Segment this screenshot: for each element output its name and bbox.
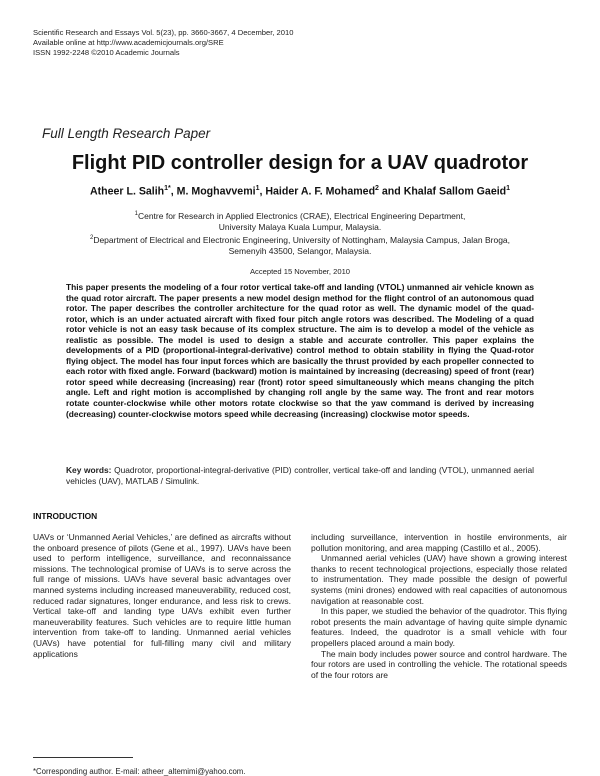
author-separator: , — [259, 185, 266, 198]
paragraph: In this paper, we studied the behavior of the quadrotor. This flying robot presents the main advantage of having quite simple dynamic features. Indeed, the quadrotor is a small vehicle with four propellers placed around a main body. — [311, 606, 567, 648]
left-column — [33, 532, 291, 659]
keywords — [66, 465, 534, 487]
journal-header — [33, 28, 293, 58]
affiliation-mark: 2 — [89, 234, 94, 241]
paragraph: including surveillance, intervention in hostile environments, air pollution monitoring, and area mapping (Castillo et al., 2005). — [311, 532, 567, 553]
affiliations — [60, 209, 540, 257]
author-separator: and — [378, 185, 404, 198]
journal-issn: ISSN 1992-2248 ©2010 Academic Journals — [33, 48, 180, 57]
author-list — [0, 185, 600, 198]
author-name: Haider A. F. Mohamed — [265, 185, 376, 198]
journal-url[interactable]: Available online at http://www.academicjournals.org/SRE — [33, 38, 224, 47]
affiliation-2 — [60, 233, 540, 257]
affiliation-line: Semenyih 43500, Selangor, Malaysia. — [228, 245, 372, 256]
corresponding-mark: * — [168, 185, 171, 192]
keywords-text: Quadrotor, proportional-integral-derivative (PID) controller, vertical take-off and landing (VTOL), unmanned aerial vehicles (UAV), MATLAB / Simulink. — [66, 465, 534, 486]
paper-type: Full Length Research Paper — [42, 126, 211, 141]
author-affiliation-mark: 1 — [255, 185, 260, 192]
author-affiliation-mark: 1 — [506, 185, 511, 192]
abstract-text: This paper presents the modeling of a four rotor vertical take-off and landing (VTOL) unmanned air vehicle known as the quad rotor aircraft. The paper presents a new model design method for the flight control of an autonomous quad rotor. The paper describes the controller architecture for the quad rotor as well. The dynamic model of the quad-rotor, which is an under actuated aircraft with fixed four pitch angle rotors was described. The Modeling of a quad rotor vehicle is not an easy task because of its complex structure. The aim is to develop a model of the vehicle as realistic as possible. The model is used to design a stable and accurate controller. This paper explains the developments of a PID (proportional-integral-derivative) control method to obtain stability in flying the Quad-rotor flying object. The model has four input forces which are basically the thrust provided by each propeller connected to each rotor with fixed angle. Forward (backward) motion is maintained by increasing (decreasing) speed of front (rear) rotor speed while decreasing (increasing) rear (front) rotor speed simultaneously which means changing the pitch angle. Left and right motion is accomplished by changing roll angle by the same way. The front and rear motors rotate counter-clockwise while other motors rotate clockwise so that the yaw command is derived by increasing (decreasing) counter-clockwise motors speed while decreasing (increasing) clockwise motor speeds. — [66, 282, 534, 419]
author-name: M. Moghavvemi — [176, 185, 256, 198]
author-separator: , — [170, 185, 177, 198]
author-affiliation-mark: 1 — [164, 185, 169, 192]
paragraph: Unmanned aerial vehicles (UAV) have shown a growing interest thanks to recent technological projections, especially those related to instrumentation. They made possible the design of powerful systems (mini drones) endowed with real capacities of autonomous navigation at reasonable cost. — [311, 553, 567, 606]
author-name: Khalaf Sallom Gaeid — [403, 185, 507, 198]
corresponding-author-footnote: *Corresponding author. E-mail: atheer_altemimi@yahoo.com. — [33, 767, 246, 776]
paragraph: UAVs or ‘Unmanned Aerial Vehicles,’ are defined as aircrafts without the onboard presence of pilots (Gene et al., 1997). UAVs have been used to perform intelligence, surveillance, and reconnaissance missions. The technological promise of UAVs is to serve across the full range of missions. UAVs have several basic advantages over manned systems including increased maneuverability, reduced cost, reduced radar signatures, longer endurance, and less risk to crews. Vertical take-off and landing type UAVs exhibit even further maneuverability features. Such vehicles are to require little human intervention from take-off to landing. Unmanned aerial vehicles (UAVs) have potential for full-filling many civil and military applications — [33, 532, 291, 659]
affiliation-line: Centre for Research in Applied Electronics (CRAE), Electrical Engineering Department, — [137, 210, 466, 221]
author-affiliation-mark: 2 — [375, 185, 379, 192]
right-column — [311, 532, 567, 680]
paper-title: Flight PID controller design for a UAV quadrotor — [71, 152, 529, 174]
journal-citation: Scientific Research and Essays Vol. 5(23), pp. 3660-3667, 4 December, 2010 — [33, 28, 294, 37]
affiliation-mark: 1 — [134, 211, 138, 217]
affiliation-line: University Malaya Kuala Lumpur, Malaysia. — [218, 221, 382, 232]
paragraph: The main body includes power source and control hardware. The four rotors are used in controlling the vehicle. The rotational speeds of the four rotors are — [311, 648, 567, 680]
author-name: Atheer L. Salih — [89, 185, 165, 198]
accepted-date: Accepted 15 November, 2010 — [249, 267, 351, 276]
footnote-divider — [33, 757, 133, 758]
affiliation-1 — [60, 209, 540, 233]
section-heading-introduction: INTRODUCTION — [33, 511, 98, 521]
keywords-label: Key words: — [66, 465, 112, 475]
affiliation-line: Department of Electrical and Electronic Engineering, University of Nottingham, Malaysia Campus, Jalan Broga, — [93, 234, 511, 245]
